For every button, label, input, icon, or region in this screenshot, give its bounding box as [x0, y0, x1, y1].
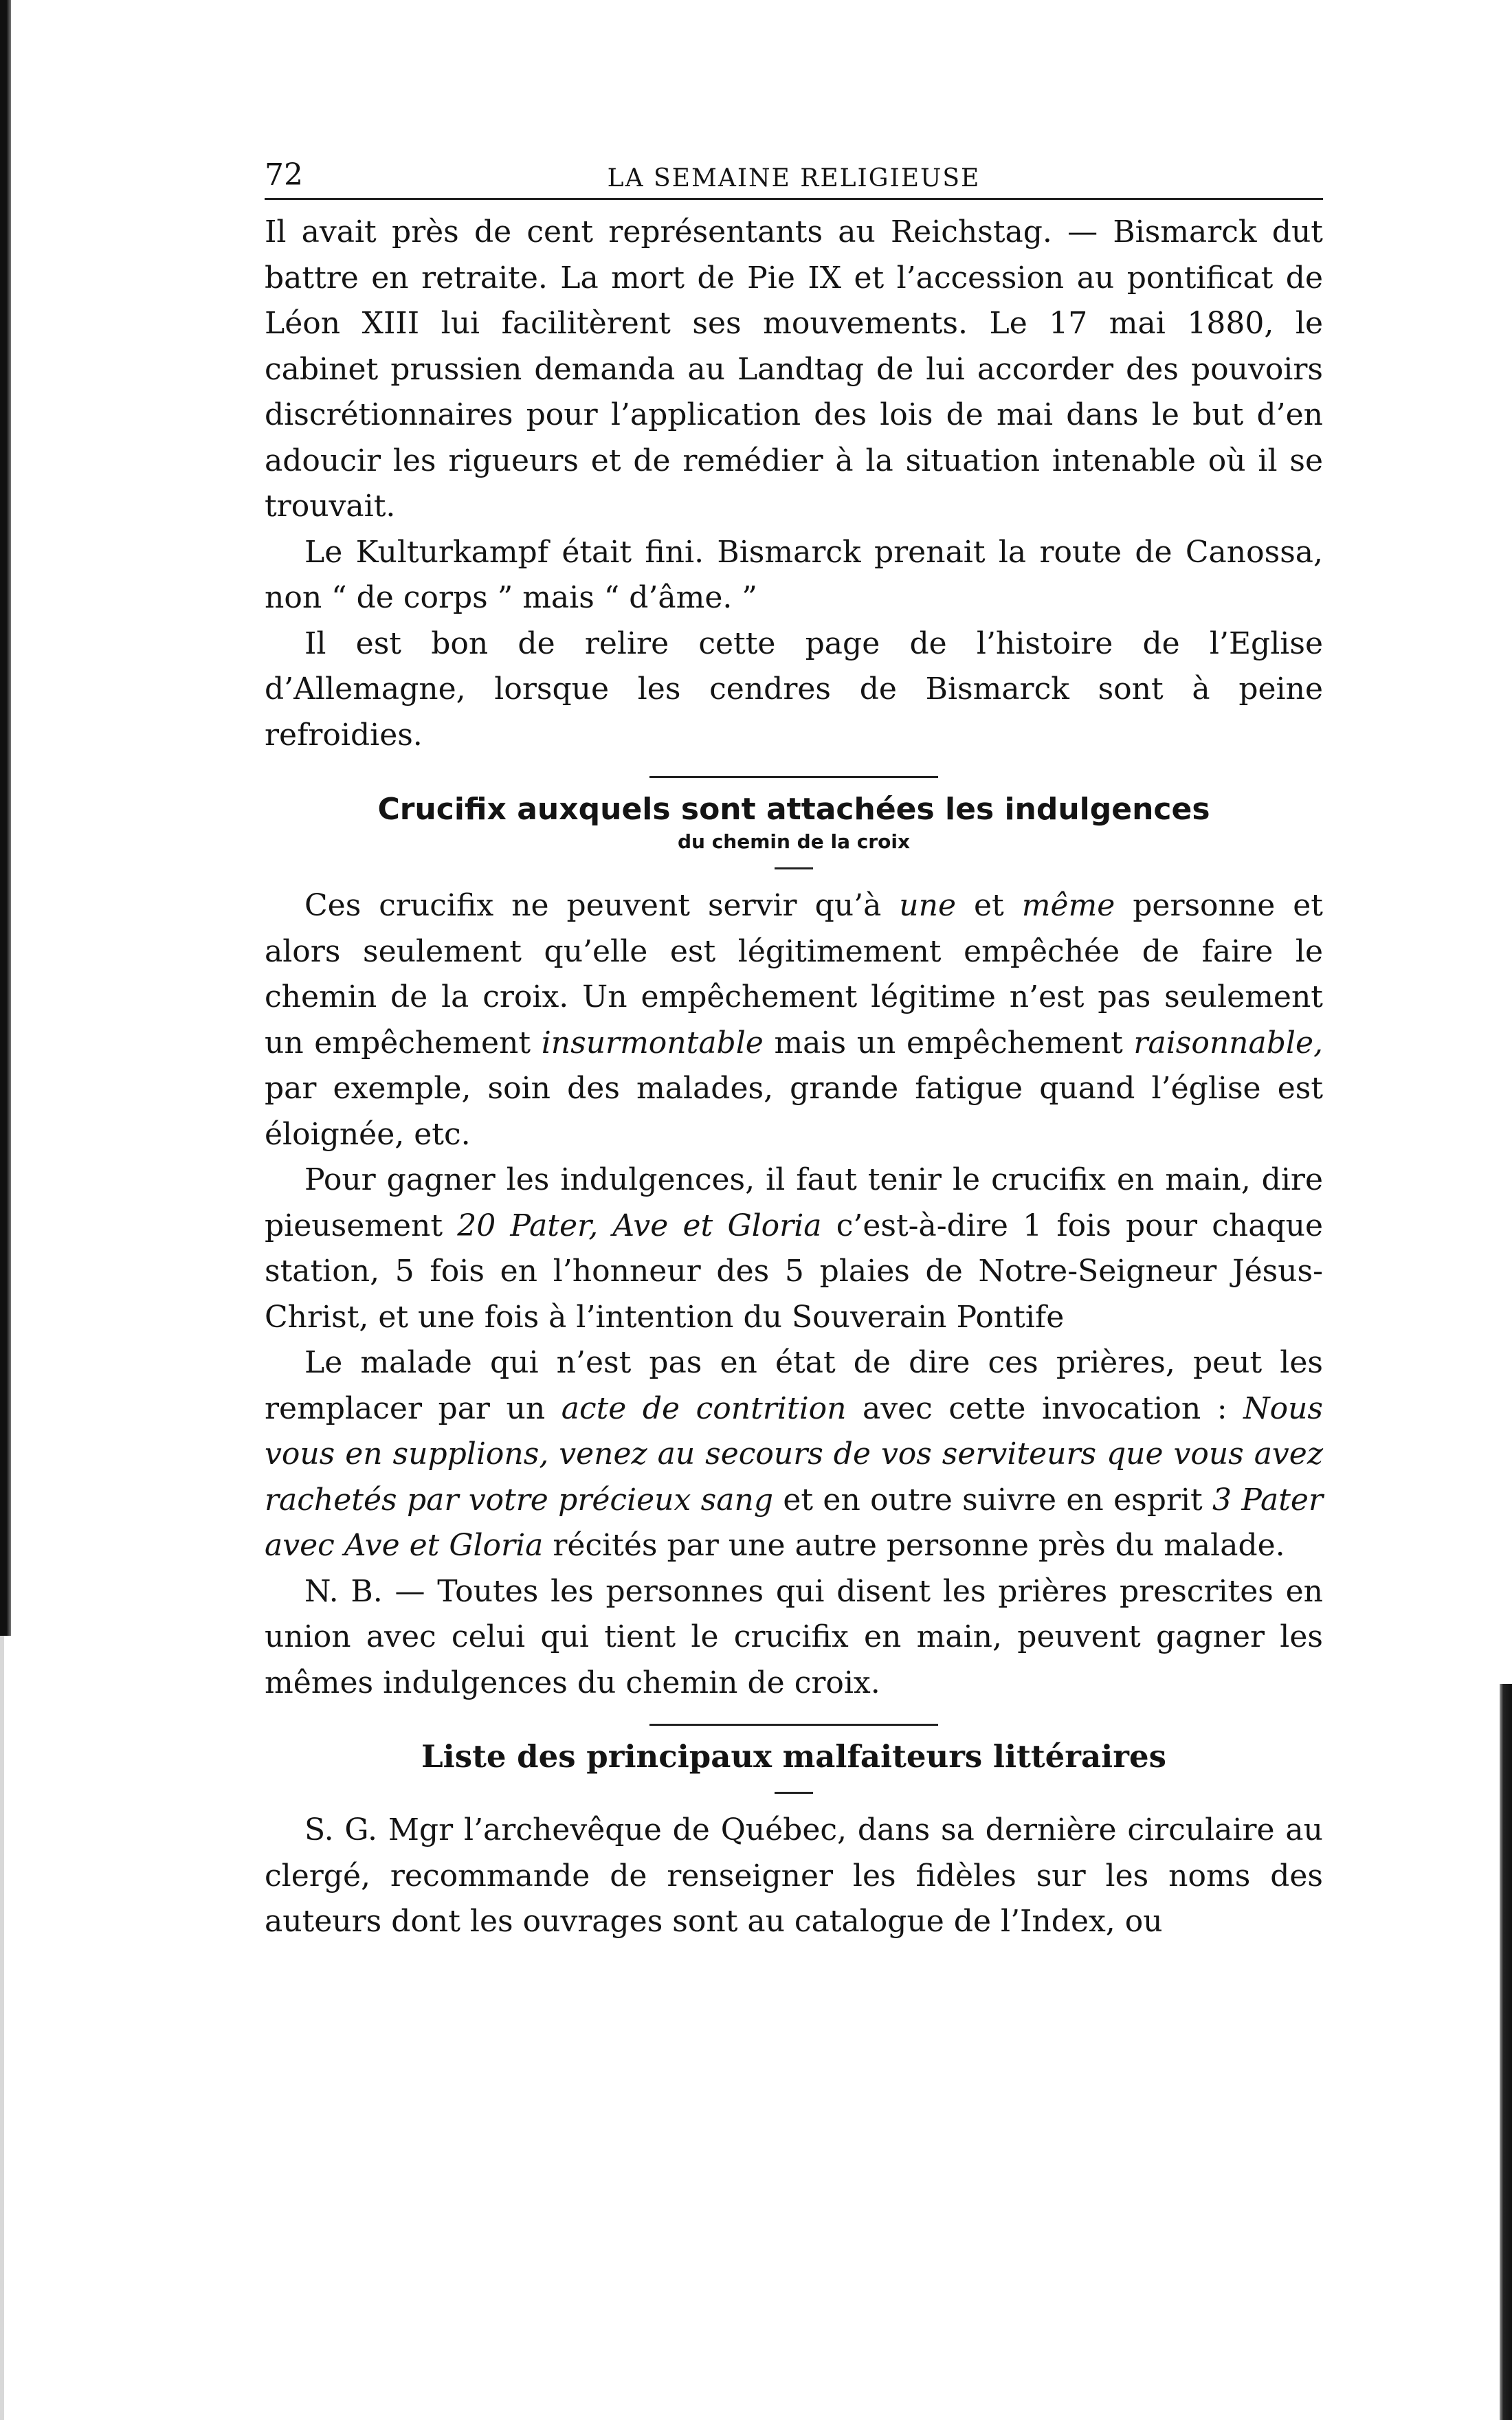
scan-edge-left [0, 0, 11, 1636]
text-run: mais un empêchement [763, 1025, 1134, 1061]
italic-run: une [899, 888, 957, 923]
italic-run: 3 Pater avec Ave et Gloria [265, 1482, 1323, 1563]
text-run: c’est-à-dire 1 fois pour chaque station, 5 fois en l’honneur des 5 plaies de Notre-Seigneur Jésus-Christ, et une fois à l’intention du Souverain Pontife [265, 1208, 1323, 1335]
text-run: par exemple, soin des malades, grande fatigue quand l’église est éloignée, etc. [265, 1071, 1323, 1152]
scan-edge-right [1500, 1684, 1512, 2420]
text-run: personne et alors seulement qu’elle est légitimement empêchée de faire le chemin de la croix. Un empêchement légitime n’est pas seulement un empêchement [265, 888, 1323, 1061]
paragraph-nb: N. B. — Toutes les personnes qui disent les prières prescrites en union avec celui qui tient le crucifix en main, peuvent gagner les mêmes indulgences du chemin de croix. [265, 1573, 1323, 1700]
paragraph [265, 1340, 1323, 1569]
text-run: Pour gagner les indulgences, il faut tenir le crucifix en main, dire pieusement [265, 1162, 1323, 1243]
page-content [265, 157, 1323, 1945]
section-separator-rule [649, 776, 938, 778]
italic-run: insurmontable [541, 1025, 764, 1061]
text-run: avec cette invocation : [846, 1390, 1244, 1426]
italic-run: même [1021, 888, 1115, 923]
article-continuation [265, 210, 1323, 758]
paragraph: Il est bon de relire cette page de l’histoire de l’Eglise d’Allemagne, lorsque les cendres de Bismarck sont à peine refroidies. [265, 625, 1323, 753]
text-run: et [956, 888, 1022, 923]
title-dash [775, 1792, 813, 1794]
italic-run: Nous vous en supplions, venez au secours de vos serviteurs que vous avez rachetés par votre précieux sang [265, 1390, 1324, 1518]
section-malfaiteurs [265, 1735, 1323, 1945]
section-crucifix [265, 789, 1323, 1706]
italic-run: acte de contrition [561, 1390, 847, 1426]
italic-run: 20 Pater, Ave et Gloria [457, 1208, 822, 1243]
title-dash [775, 867, 813, 869]
scan-edge-left-lower [0, 1636, 4, 2420]
section-subtitle: du chemin de la croix [677, 830, 911, 853]
page-number: 72 [265, 157, 303, 192]
text-run: récités par une autre personne près du malade. [543, 1528, 1285, 1563]
section-separator-rule [649, 1724, 938, 1726]
paragraph: Le Kulturkampf était fini. Bismarck prenait la route de Canossa, non “ de corps ” mais “ d’âme. ” [265, 534, 1323, 615]
paragraph: Il avait près de cent représentants au Reichstag. — Bismarck dut battre en retraite. La mort de Pie IX et l’accession au pontificat de Léon XIII lui facilitèrent ses mouvements. Le 17 mai 1880, le cabinet prussien demanda au Landtag de lui accorder des pouvoirs discrétionnaires pour l’application des lois de mai dans le but d’en adoucir les rigueurs et de remédier à la situation intenable où il se trouvait. [265, 214, 1323, 524]
paragraph [265, 883, 1323, 1157]
running-header [265, 157, 1323, 200]
journal-title: LA SEMAINE RELIGIEUSE [607, 164, 981, 192]
paragraph: S. G. Mgr l’archevêque de Québec, dans sa dernière circulaire au clergé, recommande de renseigner les fidèles sur les noms des auteurs dont les ouvrages sont au catalogue de l’Index, ou [265, 1812, 1323, 1939]
text-run: Ces crucifix ne peuvent servir qu’à [304, 888, 900, 923]
section-title: Crucifix auxquels sont attachées les indulgences [377, 792, 1210, 827]
text-run: Le malade qui n’est pas en état de dire ces prières, peut les remplacer par un [265, 1345, 1323, 1426]
section-title: Liste des principaux malfaiteurs littéraires [421, 1738, 1166, 1775]
text-run: et en outre suivre en esprit [773, 1482, 1213, 1518]
paragraph [265, 1157, 1323, 1340]
italic-run: raisonnable, [1133, 1025, 1324, 1061]
